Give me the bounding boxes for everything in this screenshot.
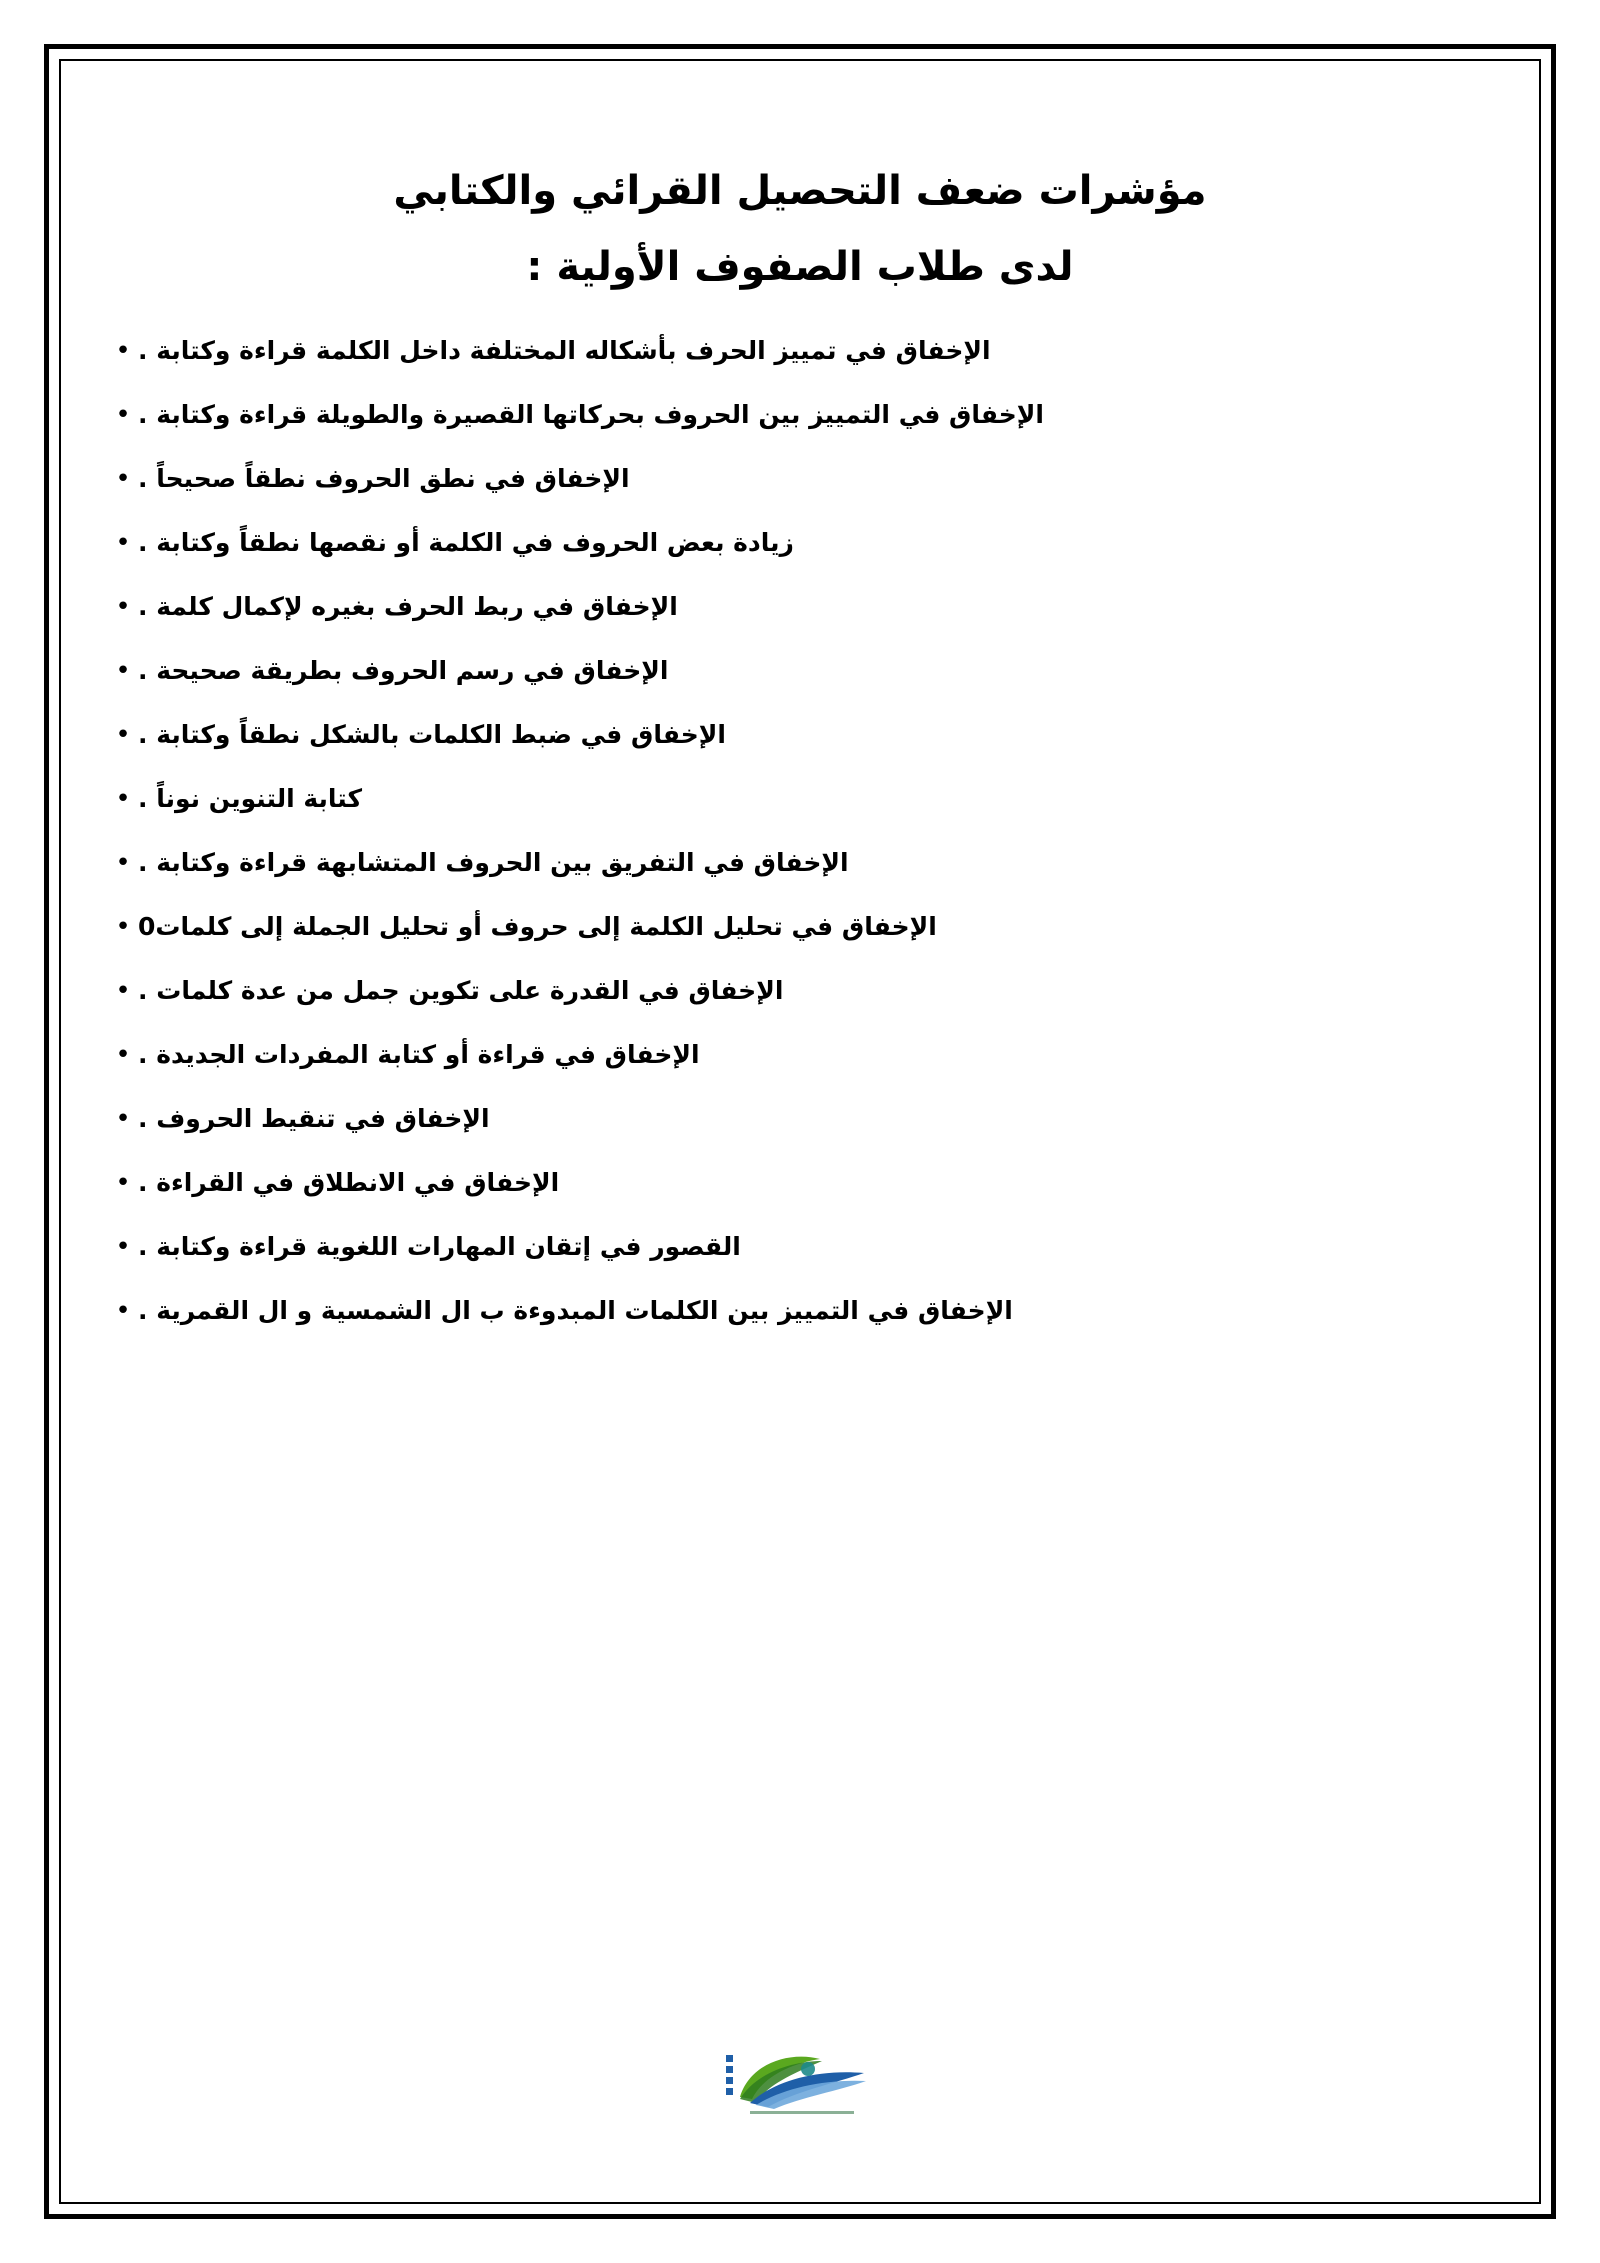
bullet-icon: •	[115, 912, 131, 942]
list-item-text: الإخفاق في تنقيط الحروف .	[138, 1104, 490, 1133]
footer	[70, 2047, 1530, 2121]
bullet-icon: •	[115, 336, 131, 366]
list-item-text: الإخفاق في التمييز بين الحروف بحركاتها القصيرة والطويلة قراءة وكتابة .	[138, 400, 1044, 429]
list-item-text: القصور في إتقان المهارات اللغوية قراءة وكتابة .	[138, 1232, 741, 1261]
list-item-text: الإخفاق في التمييز بين الكلمات المبدوءة ب ال الشمسية و ال القمرية .	[138, 1296, 1013, 1325]
list-item	[70, 1228, 1530, 1266]
list-item	[70, 1164, 1530, 1202]
logo-icon	[716, 2047, 884, 2121]
list-item-text: زيادة بعض الحروف في الكلمة أو نقصها نطقاً وكتابة .	[138, 528, 794, 557]
list-item-text: الإخفاق في رسم الحروف بطريقة صحيحة .	[138, 656, 669, 685]
bullet-icon: •	[115, 784, 131, 814]
list-item	[70, 780, 1530, 818]
list-item	[70, 524, 1530, 562]
bullet-icon: •	[115, 656, 131, 686]
bullet-icon: •	[115, 1232, 131, 1262]
page-subtitle: لدى طلاب الصفوف الأولية :	[526, 244, 1074, 290]
list-item	[70, 460, 1530, 498]
list-item-text: الإخفاق في ضبط الكلمات بالشكل نطقاً وكتابة .	[138, 720, 726, 749]
bullet-icon: •	[115, 848, 131, 878]
list-item	[70, 844, 1530, 882]
bullet-icon: •	[115, 976, 131, 1006]
list-item-text: الإخفاق في القدرة على تكوين جمل من عدة كلمات .	[138, 976, 784, 1005]
list-item	[70, 396, 1530, 434]
list-item	[70, 908, 1530, 946]
page-title: مؤشرات ضعف التحصيل القرائي والكتابي	[393, 168, 1207, 214]
list-item	[70, 1292, 1530, 1330]
bullet-icon: •	[115, 592, 131, 622]
indicators-list	[70, 294, 1530, 1330]
list-item-text: الإخفاق في تمييز الحرف بأشكاله المختلفة داخل الكلمة قراءة وكتابة .	[138, 336, 991, 365]
list-item-text: الإخفاق في نطق الحروف نطقاً صحيحاً .	[138, 464, 630, 493]
list-item-text: الإخفاق في ربط الحرف بغيره لإكمال كلمة .	[138, 592, 678, 621]
list-item-text: الإخفاق في قراءة أو كتابة المفردات الجديدة .	[138, 1040, 700, 1069]
bullet-icon: •	[115, 1296, 131, 1326]
list-item	[70, 588, 1530, 626]
bullet-icon: •	[115, 1104, 131, 1134]
bullet-icon: •	[115, 720, 131, 750]
list-item	[70, 652, 1530, 690]
bullet-icon: •	[115, 528, 131, 558]
list-item	[70, 1036, 1530, 1074]
list-item-text: الإخفاق في التفريق بين الحروف المتشابهة قراءة وكتابة .	[138, 848, 849, 877]
organization-logo	[716, 2047, 884, 2121]
list-item	[70, 332, 1530, 370]
bullet-icon: •	[115, 400, 131, 430]
list-item-text: كتابة التنوين نوناً .	[138, 784, 363, 813]
bullet-icon: •	[115, 1168, 131, 1198]
list-item	[70, 1100, 1530, 1138]
list-item-text: الإخفاق في الانطلاق في القراءة .	[138, 1168, 560, 1197]
list-item	[70, 716, 1530, 754]
list-item	[70, 972, 1530, 1010]
document-content	[70, 70, 1530, 2193]
bullet-icon: •	[115, 1040, 131, 1070]
bullet-icon: •	[115, 464, 131, 494]
list-item-text: الإخفاق في تحليل الكلمة إلى حروف أو تحليل الجملة إلى كلمات0	[138, 912, 937, 941]
